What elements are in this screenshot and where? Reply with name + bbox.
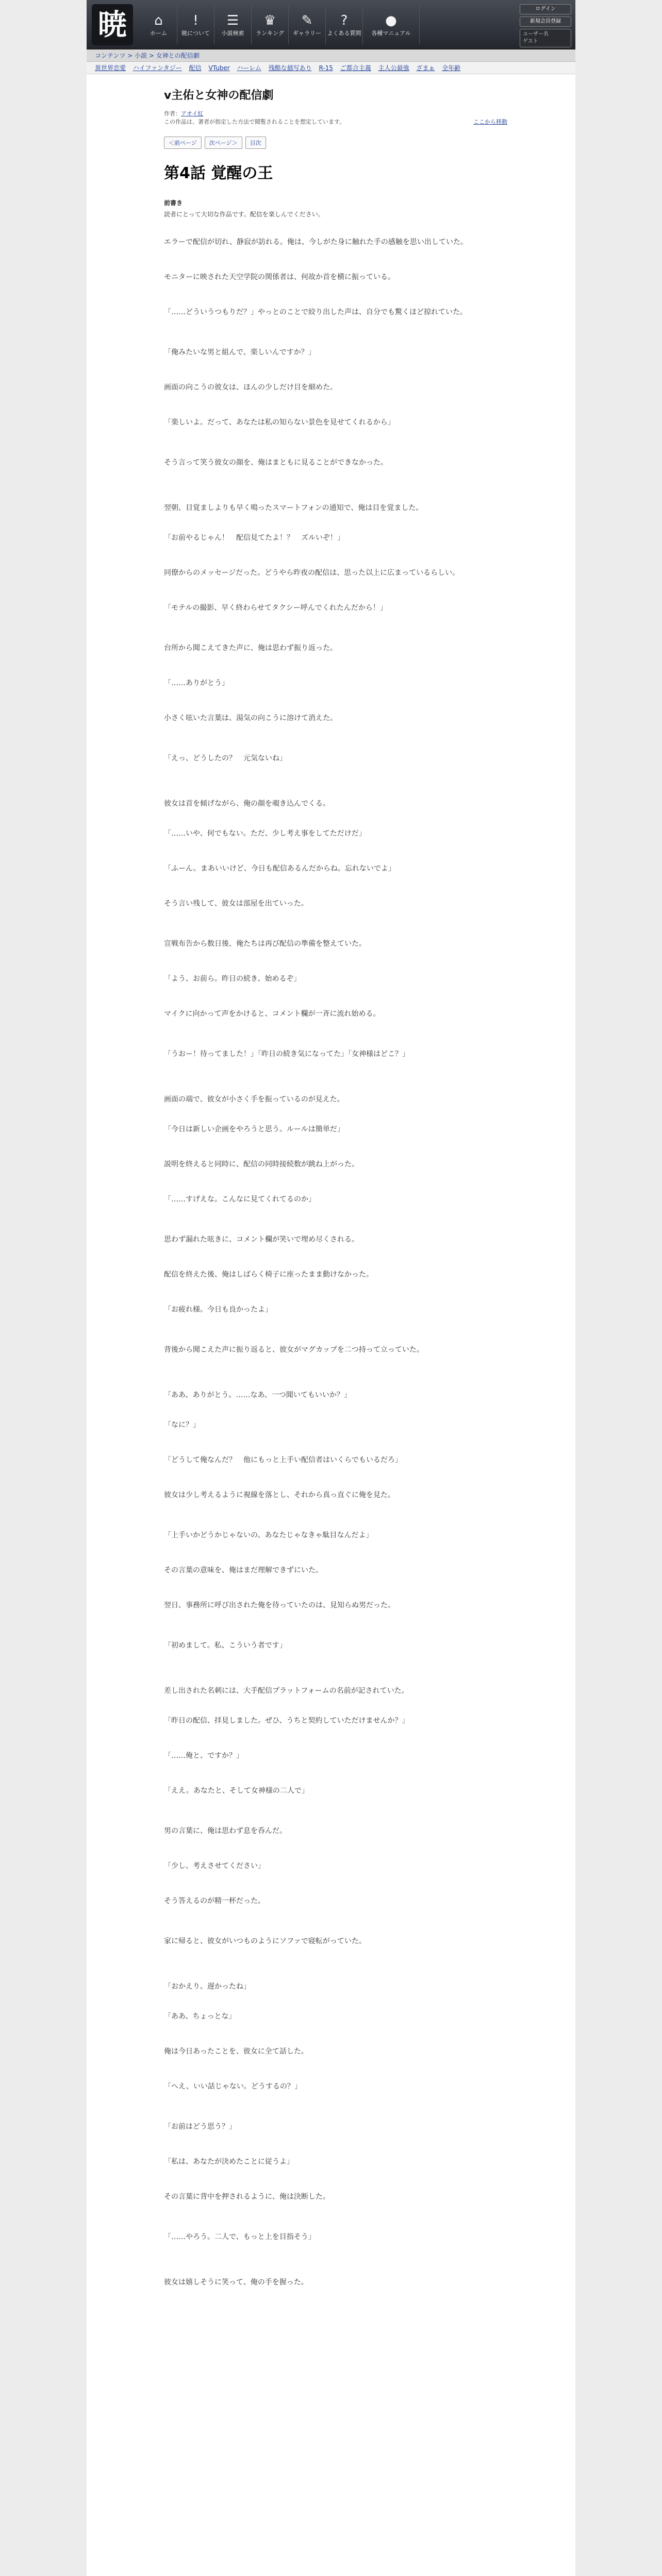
story-paragraph: マイクに向かって声をかけると、コメント欄が一斉に流れ始める。 — [164, 1010, 380, 1018]
chat-icon: ● — [385, 13, 397, 28]
story-paragraph: 「楽しいよ。だって、あなたは私の知らない景色を見せてくれるから」 — [164, 418, 395, 427]
nav-label: ホーム — [150, 30, 167, 37]
tag-link[interactable]: 異世界恋愛 — [95, 64, 126, 72]
story-paragraph: 「なに？」 — [164, 1421, 200, 1429]
story-paragraph: 画面の端で、彼女が小さく手を振っているのが見えた。 — [164, 1095, 344, 1104]
nav-label: ランキング — [256, 30, 284, 37]
nav-manual[interactable] — [363, 5, 420, 44]
nav-faq[interactable] — [326, 5, 363, 44]
login-button[interactable]: ログイン — [520, 4, 571, 14]
prev-page-button[interactable]: ＜前ページ — [164, 137, 202, 149]
story-paragraph: 「……ありがとう」 — [164, 679, 229, 687]
home-icon: ⌂ — [154, 13, 163, 28]
story-paragraph: 「ああ、ちょっとな」 — [164, 2012, 236, 2021]
nav-label: 各種マニュアル — [371, 30, 411, 37]
nav-label: よくある質問 — [327, 30, 361, 37]
story-paragraph: そう言って笑う彼女の顔を、俺はまともに見ることができなかった。 — [164, 459, 388, 467]
nav-ranking[interactable] — [252, 5, 289, 44]
story-paragraph: 「よう、お前ら。昨日の続き、始めるぞ」 — [164, 975, 301, 983]
nav-home[interactable] — [140, 5, 177, 44]
story-paragraph: 翌日、事務所に呼び出された俺を待っていたのは、見知らぬ男だった。 — [164, 1601, 395, 1609]
story-paragraph: 「……すげえな。こんなに見てくれてるのか」 — [164, 1195, 316, 1204]
story-paragraph: 「……どういうつもりだ？」やっとのことで絞り出した声は、自分でも驚くほど掠れていた。 — [164, 308, 467, 316]
story-paragraph: 俺は今日あったことを、彼女に全て話した。 — [164, 2047, 308, 2056]
story-paragraph: 「ふーん。まあいいけど、今日も配信あるんだからね。忘れないでよ」 — [164, 865, 395, 873]
story-paragraph: 画面の向こうの彼女は、ほんの少しだけ目を細めた。 — [164, 383, 337, 392]
main-nav — [140, 5, 420, 44]
story-paragraph: 「へえ、いい話じゃない。どうするの？」 — [164, 2082, 302, 2091]
story-paragraph: 「俺みたいな男と組んで、楽しいんですか？」 — [164, 348, 316, 357]
story-paragraph: 「今日は新しい企画をやろうと思う。ルールは簡単だ」 — [164, 1125, 344, 1133]
user-label: ユーザー名 — [523, 31, 549, 37]
author-label: 作者： — [164, 110, 181, 117]
account-panel — [520, 4, 571, 47]
story-paragraph: 「……やろう。二人で、もっと上を目指そう」 — [164, 2233, 316, 2241]
story-paragraph: 思わず漏れた呟きに、コメント欄が笑いで埋め尽くされる。 — [164, 1235, 359, 1244]
tag-link[interactable]: 全年齢 — [442, 64, 461, 72]
pager — [164, 137, 507, 149]
story-paragraph: 「うおー！待ってました！」「昨日の続き気になってた」「女神様はどこ？」 — [164, 1050, 409, 1058]
tag-link[interactable]: VTuber — [208, 64, 230, 72]
tag-link[interactable]: ご都合主義 — [340, 64, 371, 72]
story-paragraph: 宣戦布告から数日後、俺たちは再び配信の準備を整えていた。 — [164, 940, 366, 948]
story-paragraph: 「どうして俺なんだ？ 他にもっと上手い配信者はいくらでもいるだろ」 — [164, 1456, 402, 1464]
tag-link[interactable]: ハイファンタジー — [133, 64, 182, 72]
register-button[interactable]: 新規会員登録 — [520, 16, 571, 27]
tag-bar — [87, 62, 575, 74]
story-paragraph: 小さく呟いた言葉は、湯気の向こうに溶けて消えた。 — [164, 714, 337, 722]
work-meta — [164, 110, 507, 126]
story-paragraph: 「少し、考えさせてください」 — [164, 1862, 265, 1870]
story-paragraph: 「昨日の配信、拝見しました。ぜひ、うちと契約していただけませんか？」 — [164, 1717, 409, 1725]
list-icon: ☰ — [226, 13, 239, 28]
user-name: ゲスト — [523, 39, 538, 44]
story-paragraph: 背後から聞こえた声に振り返ると、彼女がマグカップを二つ持って立っていた。 — [164, 1346, 424, 1354]
story-paragraph: 配信を終えた後、俺はしばらく椅子に座ったまま動けなかった。 — [164, 1270, 373, 1279]
preface-label: 前書き — [164, 199, 183, 207]
story-paragraph: その言葉の意味を、俺はまだ理解できずにいた。 — [164, 1566, 323, 1574]
tag-link[interactable]: 配信 — [189, 64, 202, 72]
user-box — [520, 29, 571, 47]
story-paragraph: 「……いや、何でもない。ただ、少し考え事をしてただけだ」 — [164, 829, 366, 838]
story-paragraph: 家に帰ると、彼女がいつものようにソファで寝転がっていた。 — [164, 1937, 366, 1945]
story-paragraph: 台所から聞こえてきた声に、俺は思わず振り返った。 — [164, 644, 337, 652]
nav-gallery[interactable] — [289, 5, 326, 44]
episode-title: 第4話 覚醒の王 — [164, 164, 273, 182]
tag-link[interactable]: 残酷な描写あり — [268, 64, 312, 72]
story-paragraph: 差し出された名刺には、大手配信プラットフォームの名前が記されていた。 — [164, 1687, 409, 1695]
story-paragraph: 「私は、あなたが決めたことに従うよ」 — [164, 2158, 294, 2166]
story-paragraph: エラーで配信が切れ、静寂が訪れる。俺は、今しがた身に触れた手の感触を思い出していた。 — [164, 238, 468, 246]
site-header — [87, 0, 575, 49]
preface-text: 読者にとって大切な作品です。配信を楽しんでください。 — [164, 211, 324, 218]
tag-link[interactable]: ハーレム — [237, 64, 261, 72]
story-paragraph: モニターに映された天空学院の関係者は、何故か首を横に振っている。 — [164, 273, 395, 281]
info-icon: ! — [193, 13, 198, 28]
story-paragraph: 彼女は嬉しそうに笑って、俺の手を握った。 — [164, 2278, 308, 2286]
story-paragraph: 「お前はどう思う？」 — [164, 2123, 236, 2131]
story-paragraph: そう言い残して、彼女は部屋を出ていった。 — [164, 900, 308, 908]
story-paragraph: 「上手いかどうかじゃないの。あなたじゃなきゃ駄目なんだよ」 — [164, 1531, 373, 1539]
tag-link[interactable]: 主人公最強 — [378, 64, 409, 72]
author-link[interactable]: アオイ紅 — [181, 110, 204, 117]
tag-link[interactable]: ざまぁ — [416, 64, 435, 72]
story-paragraph: 「お前やるじゃん！ 配信見てたよ！？ ズルいぞ！」 — [164, 534, 344, 542]
breadcrumb[interactable]: コンテンツ > 小説 > 女神との配信劇 — [87, 49, 575, 62]
nav-label: ギャラリー — [293, 30, 321, 37]
story-paragraph: 同僚からのメッセージだった。どうやら昨夜の配信は、思った以上に広まっているらしい。 — [164, 569, 460, 577]
next-page-button[interactable]: 次ページ＞ — [205, 137, 242, 149]
story-paragraph: 「ええ。あなたと、そして女神様の二人で」 — [164, 1787, 309, 1795]
story-paragraph: 「……俺と、ですか？」 — [164, 1752, 243, 1760]
story-paragraph: 「初めまして。私、こういう者です」 — [164, 1641, 287, 1650]
story-paragraph: 「お疲れ様。今日も良かったよ」 — [164, 1306, 272, 1314]
reader — [164, 84, 507, 2289]
crown-icon: ♛ — [263, 13, 276, 28]
story-paragraph: 「おかえり。遅かったね」 — [164, 1982, 251, 1991]
story-paragraph: 「モテルの撮影、早く終わらせてタクシー呼んでくれたんだから！」 — [164, 604, 387, 612]
nav-label: 暁について — [181, 30, 210, 37]
nav-label: 小説検索 — [221, 30, 244, 37]
story-paragraph: その言葉に背中を押されるように、俺は決断した。 — [164, 2193, 330, 2201]
nav-search[interactable] — [214, 5, 252, 44]
story-paragraph: 彼女は首を傾げながら、俺の顔を覗き込んでくる。 — [164, 800, 330, 808]
nav-about[interactable] — [177, 5, 214, 44]
story-paragraph: そう答えるのが精一杯だった。 — [164, 1897, 265, 1905]
site-logo[interactable]: 暁 — [92, 4, 133, 45]
meta-link[interactable]: ここから移動 — [473, 118, 507, 125]
meta-note: この作品は、著者が指定した方法で閲覧されることを想定しています。 — [164, 118, 345, 125]
story-body — [164, 236, 507, 2289]
toc-button[interactable]: 目次 — [245, 137, 266, 149]
story-paragraph: 彼女は少し考えるように視線を落とし、それから真っ直ぐに俺を見た。 — [164, 1491, 395, 1499]
main-content — [87, 74, 575, 2576]
tag-link[interactable]: R-15 — [319, 64, 333, 72]
series-title[interactable]: ⅴ主佑と女神の配信劇 — [164, 89, 274, 102]
question-icon: ? — [340, 13, 348, 28]
story-paragraph: 「ああ、ありがとう。……なあ、一つ聞いてもいいか？」 — [164, 1391, 351, 1399]
story-paragraph: 男の言葉に、俺は思わず息を呑んだ。 — [164, 1827, 287, 1835]
story-paragraph: 「えっ、どうしたの？ 元気ないね」 — [164, 754, 287, 762]
pen-icon: ✎ — [301, 13, 313, 28]
story-paragraph: 翌朝、目覚ましよりも早く鳴ったスマートフォンの通知で、俺は目を覚ました。 — [164, 504, 423, 512]
story-paragraph: 説明を終えると同時に、配信の同時接続数が跳ね上がった。 — [164, 1160, 359, 1168]
